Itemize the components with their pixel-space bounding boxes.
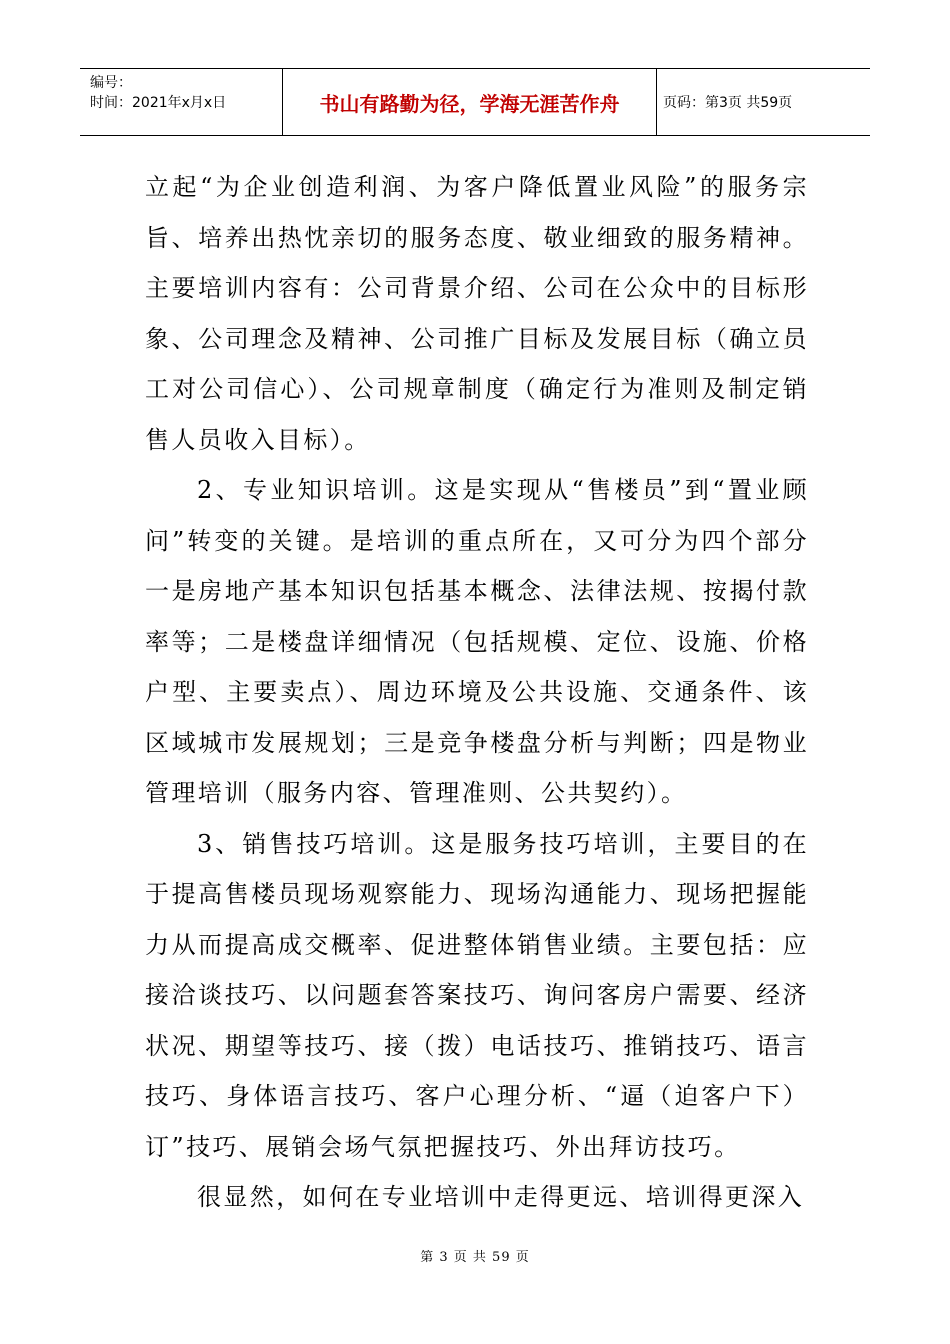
header-motto: 书山有路勤为径，学海无涯苦作舟	[283, 69, 657, 135]
page-footer: 第 3 页 共 59 页	[420, 1250, 530, 1265]
header-meta	[80, 69, 283, 135]
document-time-label: 时间：2021年x月x日	[90, 95, 227, 111]
document-body	[145, 162, 809, 1223]
body-paragraph-2: 2、专业知识培训。这是实现从“售楼员”到“置业顾问”转变的关键。是培训的重点所在，又可分为四个部分一是房地产基本知识包括基本概念、法律法规、按揭付款率等；二是楼盘详细情况（包括规模、定位、设施、价格户型、主要卖点）、周边环境及公共设施、交通条件、该区域城市发展规划；三是竞争楼盘分析与判断；四是物业管理培训（服务内容、管理准则、公共契约）。	[145, 476, 809, 807]
document-number-label: 编号：	[90, 75, 132, 91]
body-paragraph-4: 很显然，如何在专业培训中走得更远、培训得更深入	[197, 1183, 805, 1211]
header-page-info: 页码：第3页 共59页	[663, 95, 793, 111]
body-paragraph-1: 立起“为企业创造利润、为客户降低置业风险”的服务宗旨、培养出热忱亲切的服务态度、敬业细致的服务精神。主要培训内容有：公司背景介绍、公司在公众中的目标形象、公司理念及精神、公司推广目标及发展目标（确立员工对公司信心）、公司规章制度（确定行为准则及制定销售人员收入目标）。	[145, 173, 809, 454]
body-paragraph-3: 3、销售技巧培训。这是服务技巧培训，主要目的在于提高售楼员现场观察能力、现场沟通能力、现场把握能力从而提高成交概率、促进整体销售业绩。主要包括：应接洽谈技巧、以问题套答案技巧、询问客房户需要、经济状况、期望等技巧、接（拨）电话技巧、推销技巧、语言技巧、身体语言技巧、客户心理分析、“逼（迫客户下）订”技巧、展销会场气氛把握技巧、外出拜访技巧。	[145, 829, 809, 1161]
page-header	[80, 68, 870, 136]
